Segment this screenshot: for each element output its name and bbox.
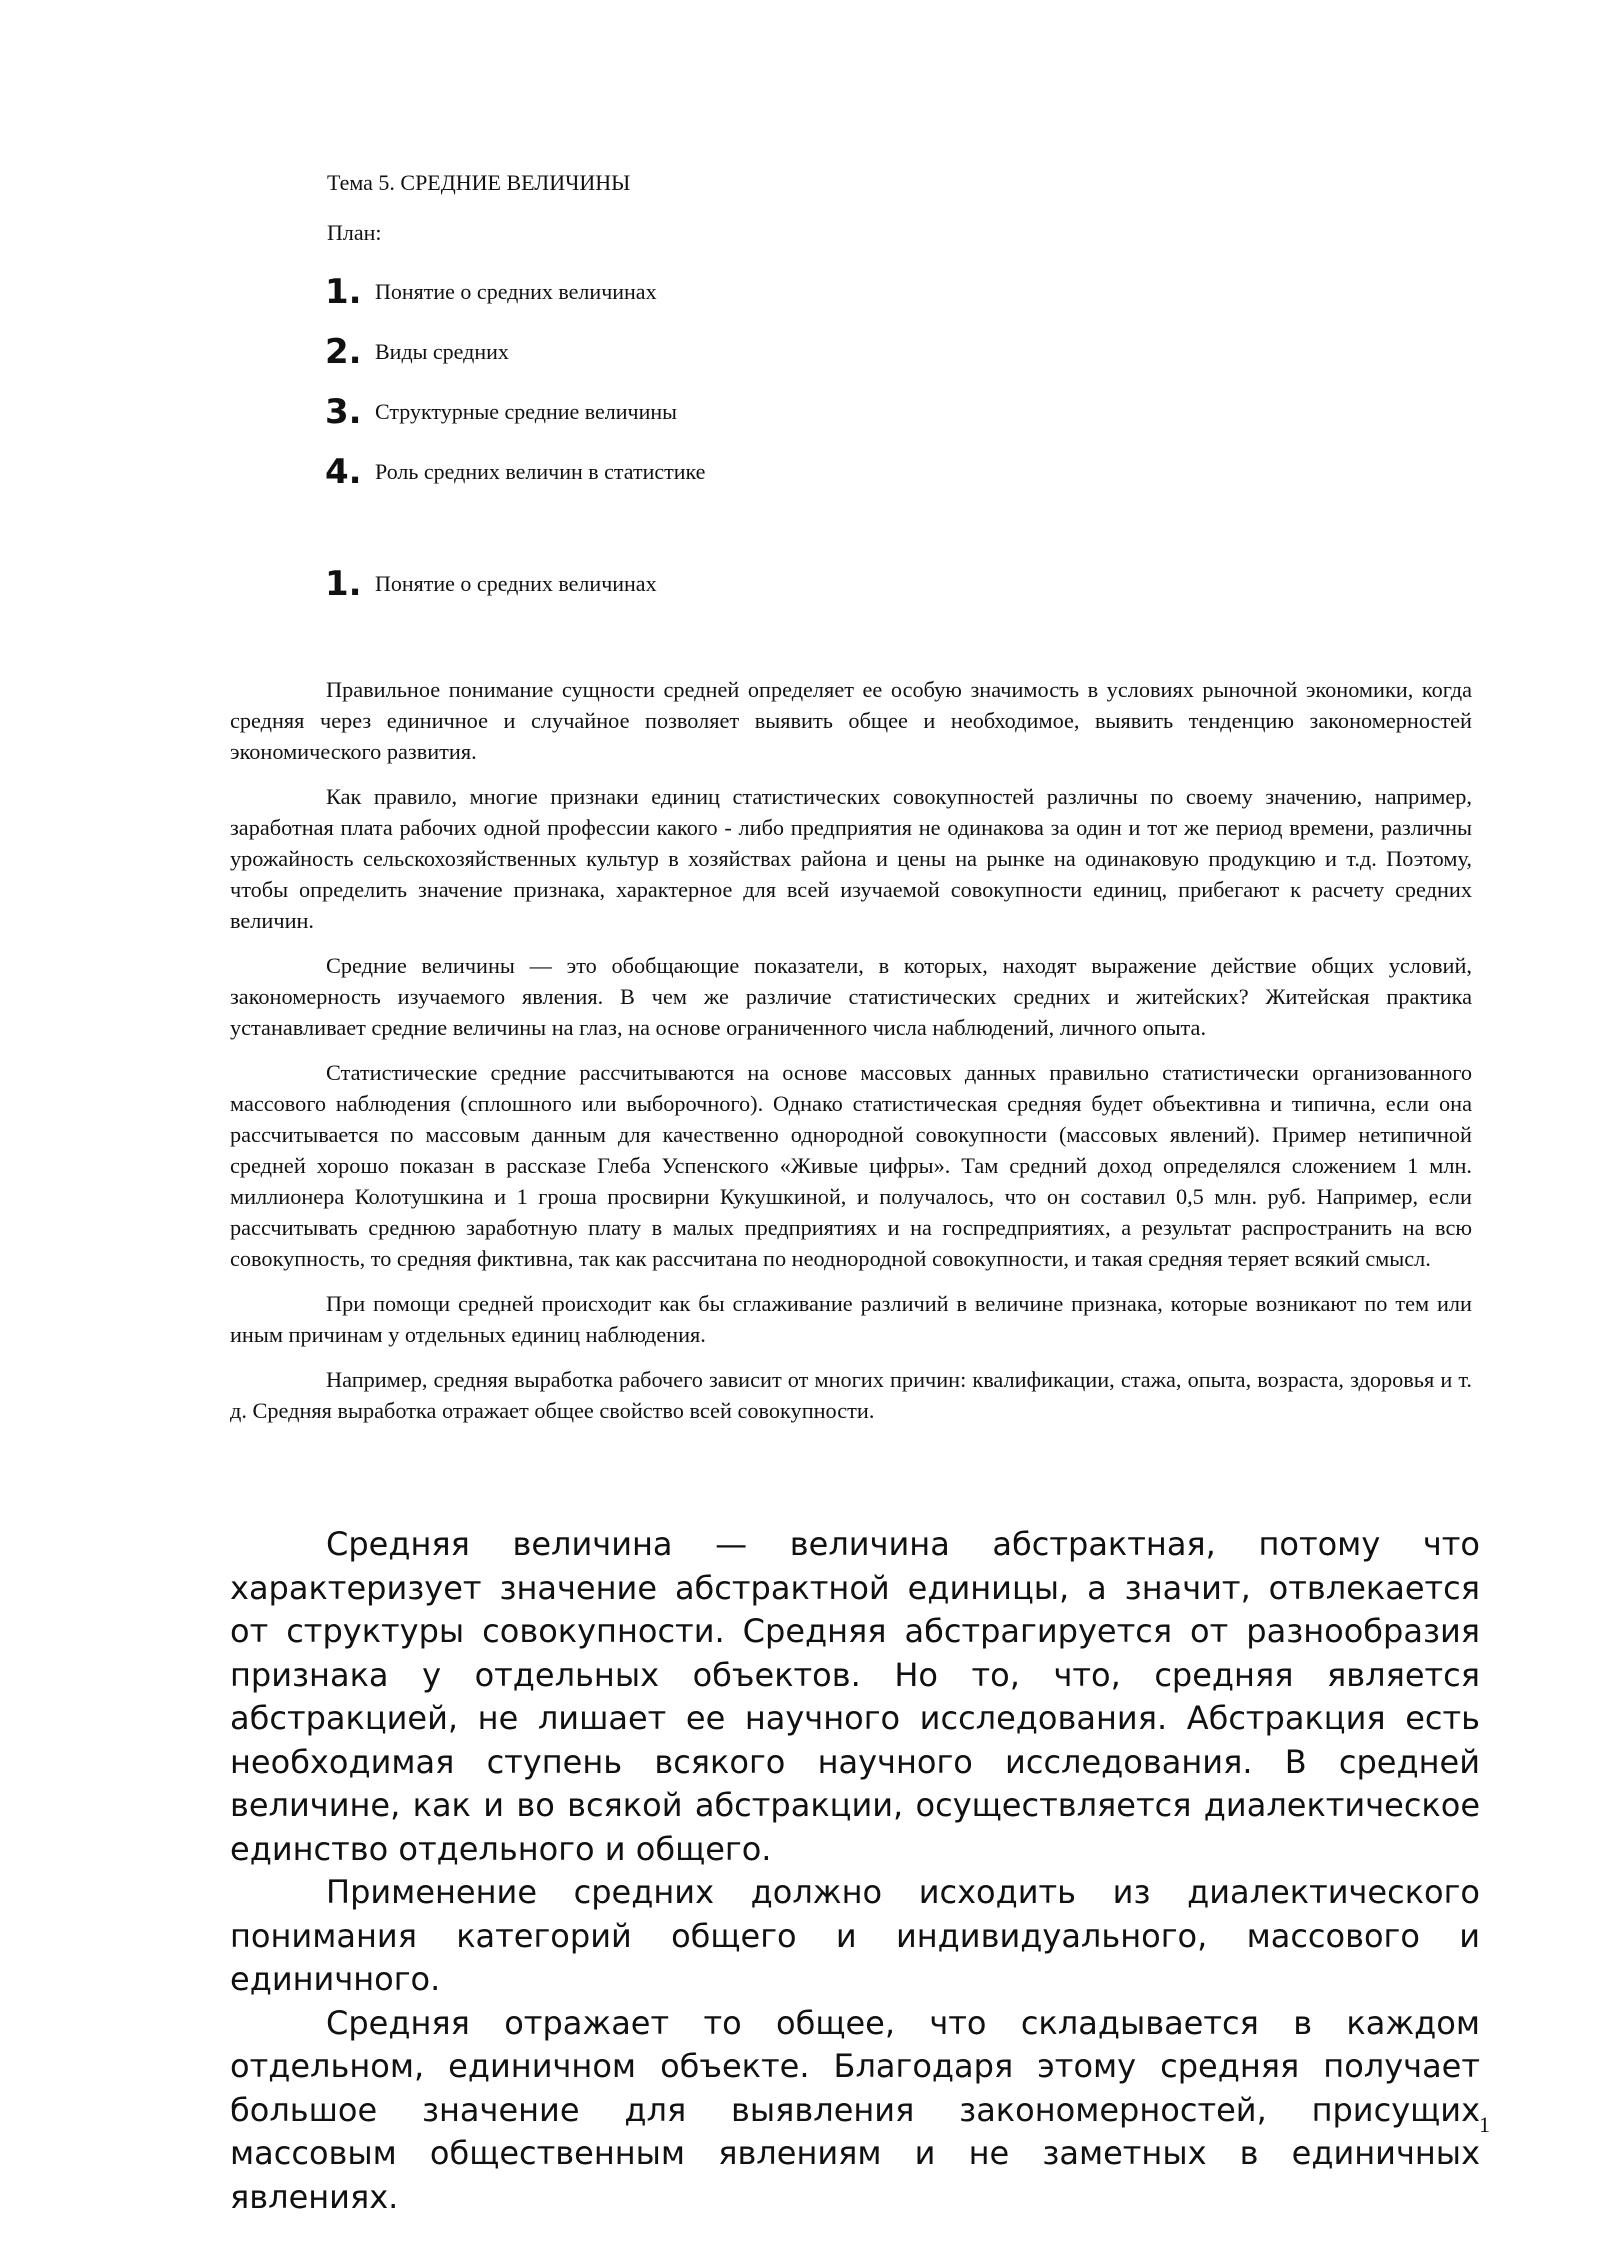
plan-item-text: Структурные средние величины [375, 399, 677, 424]
plan-item-number: 4. [325, 452, 362, 492]
plan-item-number: 1. [325, 272, 362, 312]
large-paragraph: Средняя величина — величина абстрактная, потому что характеризует значение абстрактной единицы, а значит, отвлекается от структуры совокупности. Средняя абстрагируется от разнообразия признака у отдельных объектов. Но то, что, средняя является абстракцией, не лишает ее научного исследования. Абстракция есть необходимая ступень всякого научного исследования. В средней величине, как и во всякой абстракции, осуществляется диалектическое единство отдельного и общего. [230, 1525, 1480, 1868]
paragraph: Например, средняя выработка рабочего зависит от многих причин: квалификации, стажа, опыта, возраста, здоровья и т. д. Средняя выработка отражает общее свойство всей совокупности. [230, 1367, 1472, 1423]
plan-item-text: Роль средних величин в статистике [375, 459, 706, 484]
body-text [230, 674, 1472, 1440]
plan-item-text: Виды средних [375, 339, 509, 364]
plan-item [325, 442, 1225, 502]
section-heading-number: 1. [325, 564, 362, 604]
large-paragraph: Средняя отражает то общее, что складывается в каждом отдельном, единичном объекте. Благодаря этому средняя получает большое значение для выявления закономерностей, присущих массовым общественным явлениям и не заметных в единичных явлениях. [230, 2003, 1480, 2216]
plan-item-text: Понятие о средних величинах [375, 279, 657, 304]
section-heading-text: Понятие о средних величинах [375, 571, 657, 596]
plan-item [325, 382, 1225, 442]
paragraph: При помощи средней происходит как бы сглаживание различий в величине признака, которые возникают по тем или иным причинам у отдельных единиц наблюдения. [230, 1291, 1472, 1347]
plan-item-number: 3. [325, 392, 362, 432]
page-number: 1 [1479, 2112, 1490, 2137]
paragraph: Правильное понимание сущности средней определяет ее особую значимость в условиях рыночной экономики, когда средняя через единичное и случайное позволяет выявить общее и необходимое, выявить тенденцию закономерностей экономического развития. [230, 677, 1472, 764]
paragraph: Как правило, многие признаки единиц статистических совокупностей различны по своему значению, например, заработная плата рабочих одной профессии какого - либо предприятия не одинакова за один и тот же период времени, различны урожайность сельскохозяйственных культур в хозяйствах района и цены на рынке на одинаковую продукцию и т.д. Поэтому, чтобы определить значение признака, характерное для всей изучаемой совокупности единиц, прибегают к расчету средних величин. [230, 784, 1472, 933]
large-paragraph: Применение средних должно исходить из диалектического понимания категорий общего и индивидуального, массового и единичного. [230, 1873, 1480, 1998]
plan-item [325, 322, 1225, 382]
paragraph: Средние величины — это обобщающие показатели, в которых, находят выражение действие общих условий, закономерность изучаемого явления. В чем же различие статистических средних и житейских? Житейская практика устанавливает средние величины на глаз, на основе ограниченного числа наблюдений, личного опыта. [230, 953, 1472, 1040]
document-title: Тема 5. СРЕДНИЕ ВЕЛИЧИНЫ [327, 170, 631, 195]
paragraph: Статистические средние рассчитываются на основе массовых данных правильно статистически организованного массового наблюдения (сплошного или выборочного). Однако статистическая средняя будет объективна и типична, если она рассчитывается по массовым данным для качественно однородной совокупности (массовых явлений). Пример нетипичной средней хорошо показан в рассказе Глеба Успенского «Живые цифры». Там средний доход определялся сложением 1 млн. миллионера Колотушкина и 1 гроша просвирни Кукушкиной, и получалось, что он составил 0,5 млн. руб. Например, если рассчитывать среднюю заработную плату в малых предприятиях и на госпредприятиях, а результат распространить на всю совокупность, то средняя фиктивна, так как рассчитана по неоднородной совокупности, и такая средняя теряет всякий смысл. [230, 1060, 1472, 1271]
plan-item-number: 2. [325, 332, 362, 372]
plan-item [325, 262, 1225, 322]
plan-list [325, 262, 1225, 502]
plan-label: План: [327, 220, 382, 245]
body-text-large [230, 1523, 1480, 2219]
section-heading [325, 560, 657, 608]
